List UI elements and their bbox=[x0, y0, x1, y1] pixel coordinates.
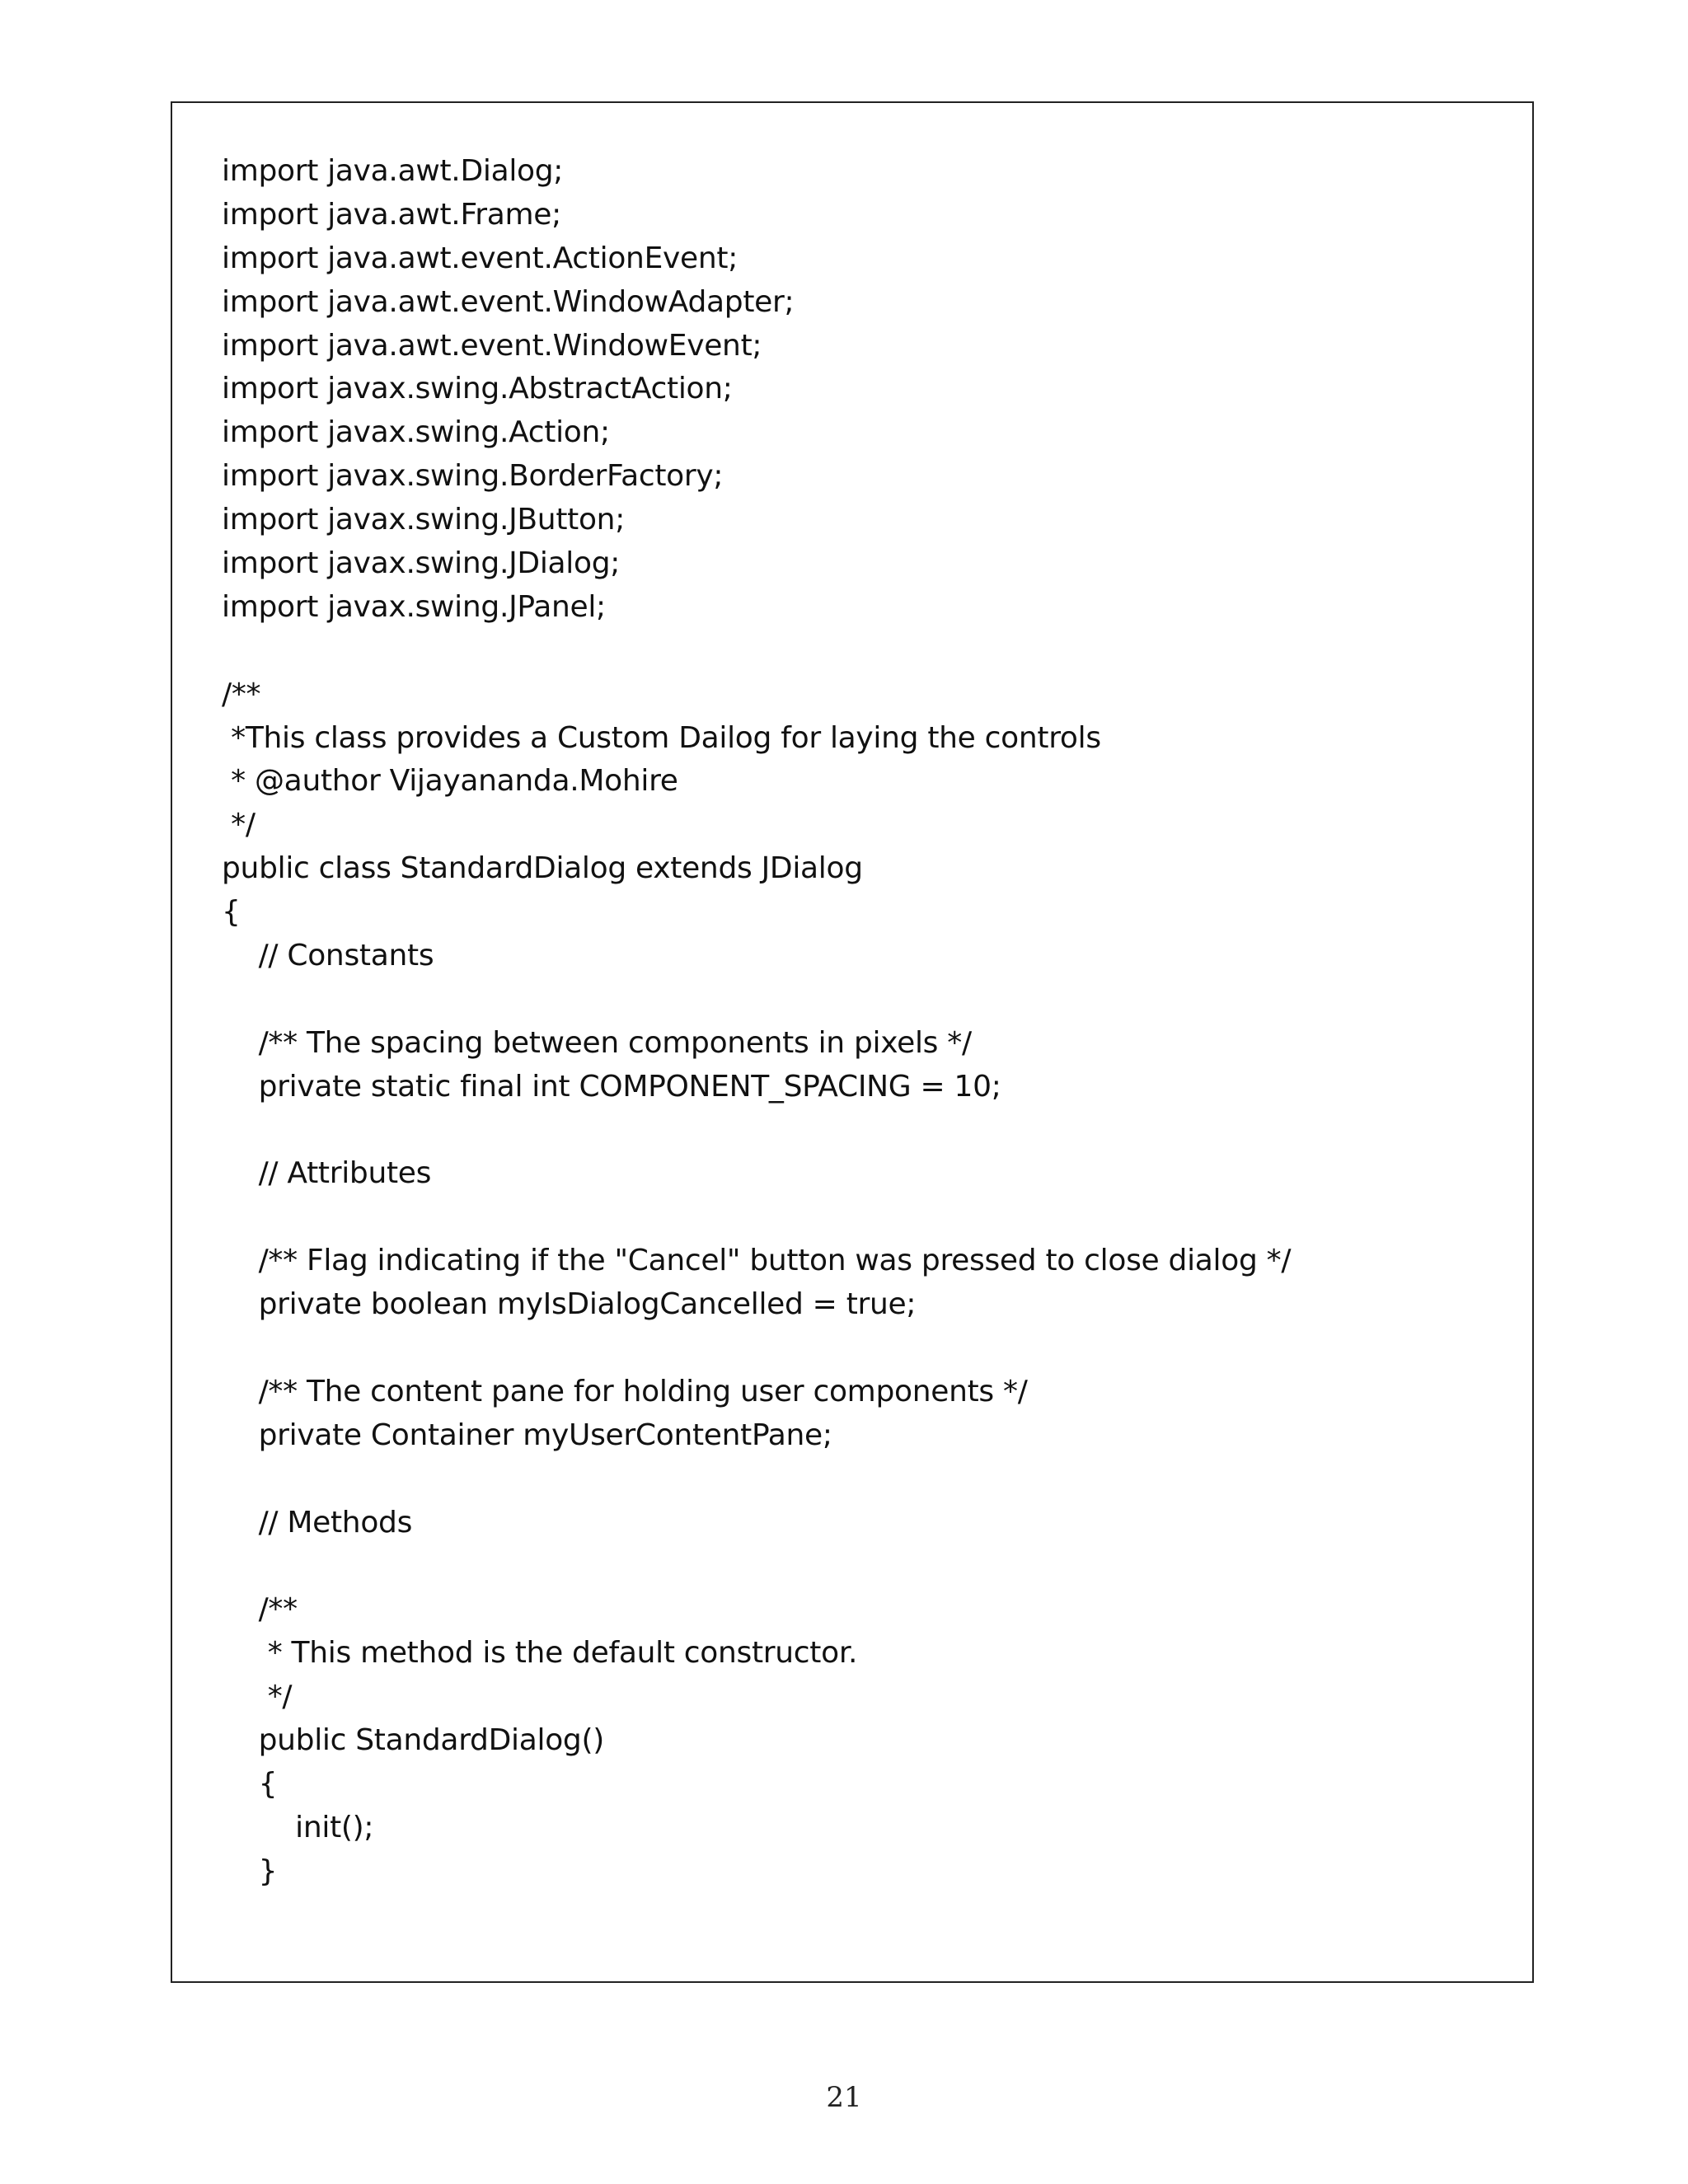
code-line: /** The spacing between components in pixels */ bbox=[222, 1025, 972, 1060]
code-line: import javax.swing.BorderFactory; bbox=[222, 459, 724, 494]
code-line: // Constants bbox=[222, 939, 434, 973]
code-line: private boolean myIsDialogCancelled = true; bbox=[222, 1287, 917, 1322]
code-line bbox=[222, 1196, 1291, 1240]
code-line: *This class provides a Custom Dailog for laying the controls bbox=[222, 720, 1101, 755]
code-line: /** The content pane for holding user components */ bbox=[222, 1374, 1028, 1408]
code-listing bbox=[222, 150, 1291, 1894]
code-line: */ bbox=[222, 1680, 293, 1714]
code-line: import java.awt.event.ActionEvent; bbox=[222, 241, 738, 275]
code-line: */ bbox=[222, 808, 256, 842]
code-line: public StandardDialog() bbox=[222, 1723, 604, 1758]
code-line: // Methods bbox=[222, 1505, 413, 1540]
code-line bbox=[222, 1458, 1291, 1502]
code-line: import java.awt.event.WindowAdapter; bbox=[222, 284, 795, 319]
code-line bbox=[222, 1109, 1291, 1153]
code-line: { bbox=[222, 895, 241, 930]
code-line: import javax.swing.JPanel; bbox=[222, 589, 606, 624]
code-line bbox=[222, 630, 1291, 673]
code-line: private static final int COMPONENT_SPACING = 10; bbox=[222, 1069, 1001, 1104]
code-listing-box bbox=[171, 101, 1534, 1983]
code-line: * This method is the default constructor. bbox=[222, 1636, 858, 1671]
code-line: * @author Vijayananda.Mohire bbox=[222, 764, 678, 799]
code-line: import java.awt.Dialog; bbox=[222, 154, 564, 188]
code-line: /** bbox=[222, 1592, 298, 1627]
page-number: 21 bbox=[826, 2081, 862, 2114]
code-line: import javax.swing.Action; bbox=[222, 415, 610, 450]
code-line: public class StandardDialog extends JDialog bbox=[222, 851, 863, 886]
code-line: /** Flag indicating if the "Cancel" button was pressed to close dialog */ bbox=[222, 1244, 1292, 1278]
code-line: import java.awt.Frame; bbox=[222, 197, 561, 232]
code-line: /** bbox=[222, 677, 261, 711]
code-line: import java.awt.event.WindowEvent; bbox=[222, 328, 762, 363]
code-line bbox=[222, 1327, 1291, 1371]
code-line: } bbox=[222, 1854, 278, 1888]
code-line: import javax.swing.AbstractAction; bbox=[222, 372, 733, 406]
code-line: import javax.swing.JDialog; bbox=[222, 546, 621, 581]
code-line: import javax.swing.JButton; bbox=[222, 503, 626, 537]
code-line: private Container myUserContentPane; bbox=[222, 1418, 832, 1452]
code-line: { bbox=[222, 1766, 278, 1801]
code-line: // Attributes bbox=[222, 1156, 432, 1191]
code-line: init(); bbox=[222, 1810, 374, 1844]
code-line bbox=[222, 1545, 1291, 1589]
code-line bbox=[222, 978, 1291, 1022]
